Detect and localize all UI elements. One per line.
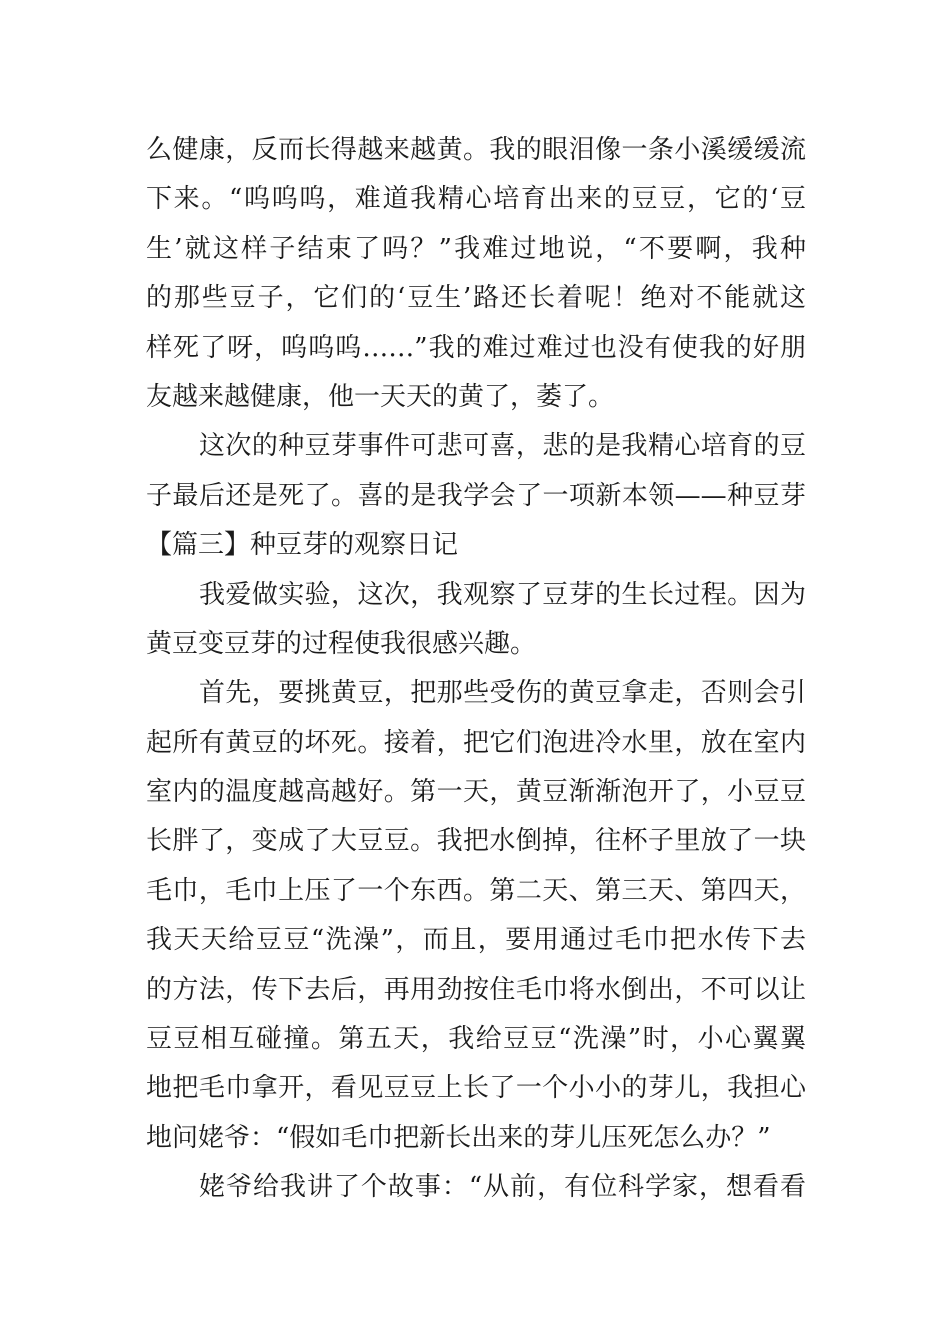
section-heading: 【篇三】种豆芽的观察日记 [146,530,459,561]
document-body [146,126,806,1213]
text-line: 生’就这样子结束了吗？”我难过地说，“不要啊，我种 [146,233,806,264]
text-line: 地问姥爷：“假如毛巾把新长出来的芽儿压死怎么办？” [146,1122,771,1153]
text-line: 毛巾，毛巾上压了一个东西。第二天、第三天、第四天， [146,875,806,906]
text-line: 么健康，反而长得越来越黄。我的眼泪像一条小溪缓缓流 [146,135,806,165]
paragraph-first-line: 姥爷给我讲了个故事：“从前，有位科学家，想看看 [199,1172,806,1203]
text-line: 长胖了，变成了大豆豆。我把水倒掉，往杯子里放了一块 [146,826,806,857]
text-line: 室内的温度越高越好。第一天，黄豆渐渐泡开了，小豆豆 [146,777,806,808]
text-line: 豆豆相互碰撞。第五天，我给豆豆“洗澡”时，小心翼翼 [146,1024,806,1055]
text-line: 样死了呀，呜呜呜……”我的难过难过也没有使我的好朋 [146,332,806,363]
text-line: 的方法，传下去后，再用劲按住毛巾将水倒出，不可以让 [146,974,806,1005]
paragraph-first-line: 首先，要挑黄豆，把那些受伤的黄豆拿走，否则会引 [199,678,806,709]
text-line: 黄豆变豆芽的过程使我很感兴趣。 [146,628,537,659]
text-line: 友越来越健康，他一天天的黄了，萎了。 [146,381,615,412]
paragraph-first-line: 我爱做实验，这次，我观察了豆芽的生长过程。因为 [199,579,806,610]
text-line: 地把毛巾拿开，看见豆豆上长了一个小小的芽儿，我担心 [146,1073,806,1104]
paragraph-first-line: 这次的种豆芽事件可悲可喜，悲的是我精心培育的豆 [199,431,806,462]
text-line: 下来。“呜呜呜，难道我精心培育出来的豆豆，它的‘豆 [146,184,806,215]
text-line: 起所有黄豆的坏死。接着，把它们泡进冷水里，放在室内 [146,727,806,758]
text-line: 我天天给豆豆“洗澡”，而且，要用通过毛巾把水传下去 [146,925,806,956]
text-line: 子最后还是死了。喜的是我学会了一项新本领——种豆芽 [146,480,806,511]
text-line: 的那些豆子，它们的‘豆生’路还长着呢！绝对不能就这 [146,283,806,314]
